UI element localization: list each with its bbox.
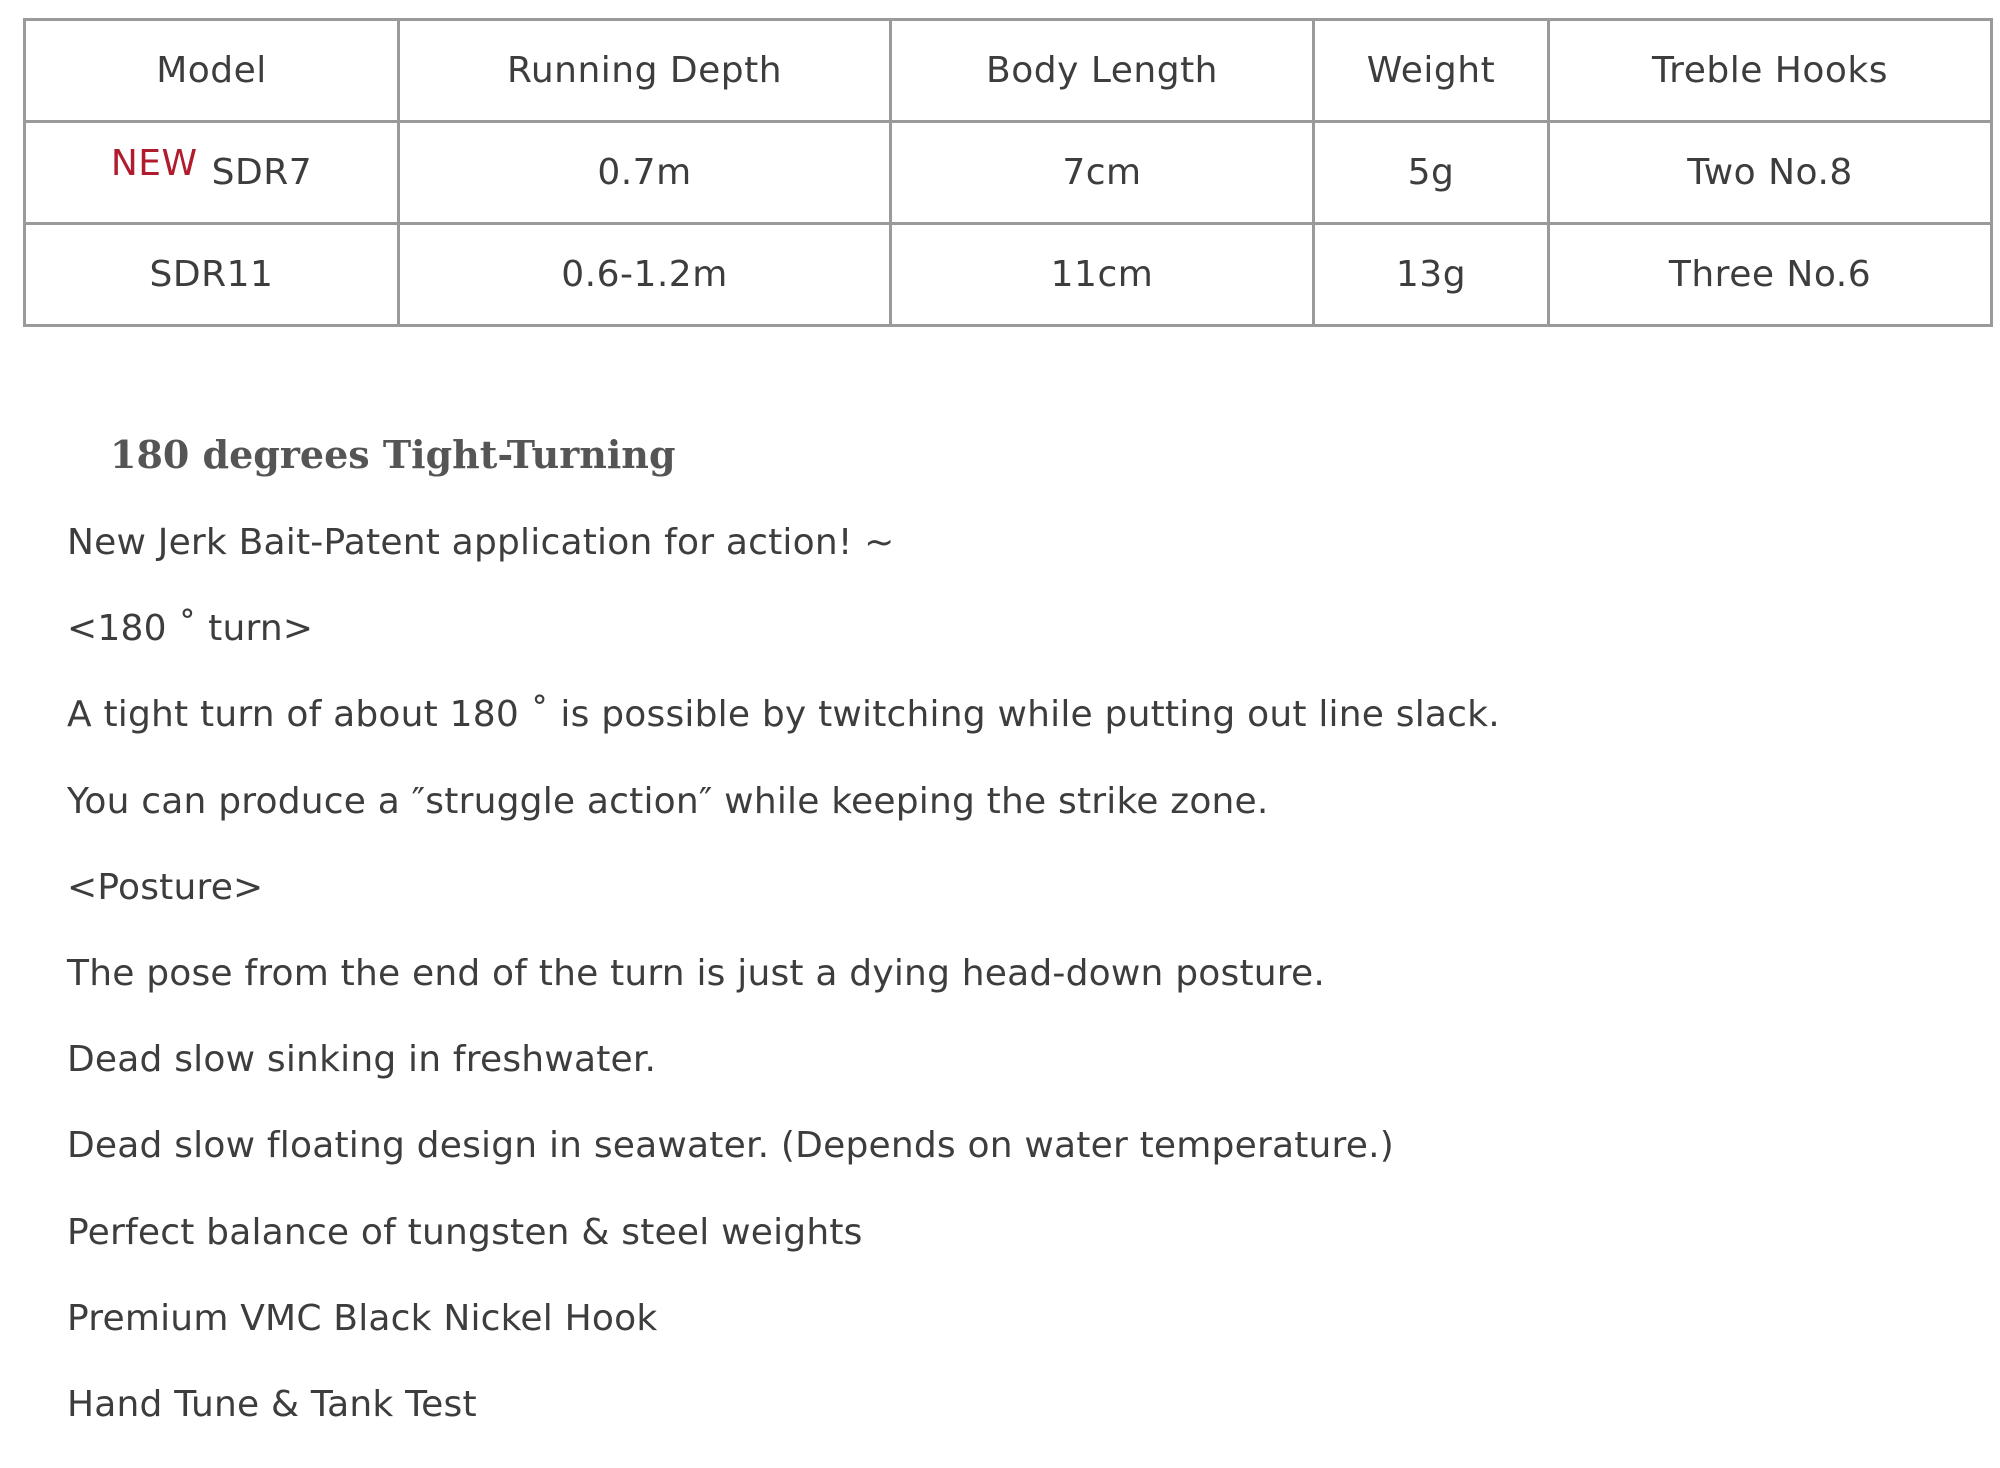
table-row (25, 224, 1992, 326)
description-list (67, 520, 1500, 1468)
header-weight: Weight (1314, 20, 1549, 122)
description-line: The pose from the end of the turn is just a dying head-down posture. (67, 952, 1325, 994)
cell-model (25, 122, 399, 224)
description-line: Perfect balance of tungsten & steel weights (67, 1211, 863, 1253)
cell-running-depth: 0.7m (399, 122, 891, 224)
spec-table (23, 18, 1993, 327)
header-running-depth: Running Depth (399, 20, 891, 122)
cell-weight: 5g (1314, 122, 1549, 224)
description-line: Premium VMC Black Nickel Hook (67, 1297, 658, 1339)
table-header-row (25, 20, 1992, 122)
model-name: SDR7 (211, 152, 313, 193)
header-treble-hooks: Treble Hooks (1549, 20, 1992, 122)
description-line: Dead slow sinking in freshwater. (67, 1039, 657, 1081)
cell-body-length: 7cm (891, 122, 1314, 224)
description-line: A tight turn of about 180 ˚ is possible by twitching while putting out line slack. (67, 694, 1500, 736)
cell-model (25, 224, 399, 326)
description-line: <Posture> (67, 866, 264, 908)
description-line: Dead slow floating design in seawater. (Depends on water temperature.) (67, 1125, 1394, 1167)
description-line: <180 ˚ turn> (67, 608, 314, 650)
description-line: Hand Tune & Tank Test (67, 1383, 477, 1425)
description-line: New Jerk Bait-Patent application for action! ~ (67, 522, 895, 563)
cell-treble-hooks: Two No.8 (1549, 122, 1992, 224)
new-badge: NEW (110, 143, 198, 184)
header-model: Model (25, 20, 399, 122)
cell-weight: 13g (1314, 224, 1549, 326)
cell-body-length: 11cm (891, 224, 1314, 326)
section-heading: 180 degrees Tight-Turning (110, 432, 676, 477)
cell-treble-hooks: Three No.6 (1549, 224, 1992, 326)
description-line: You can produce a ″struggle action″ while keeping the strike zone. (67, 780, 1269, 822)
cell-running-depth: 0.6-1.2m (399, 224, 891, 326)
header-body-length: Body Length (891, 20, 1314, 122)
table-row (25, 122, 1992, 224)
model-name: SDR11 (149, 254, 274, 295)
